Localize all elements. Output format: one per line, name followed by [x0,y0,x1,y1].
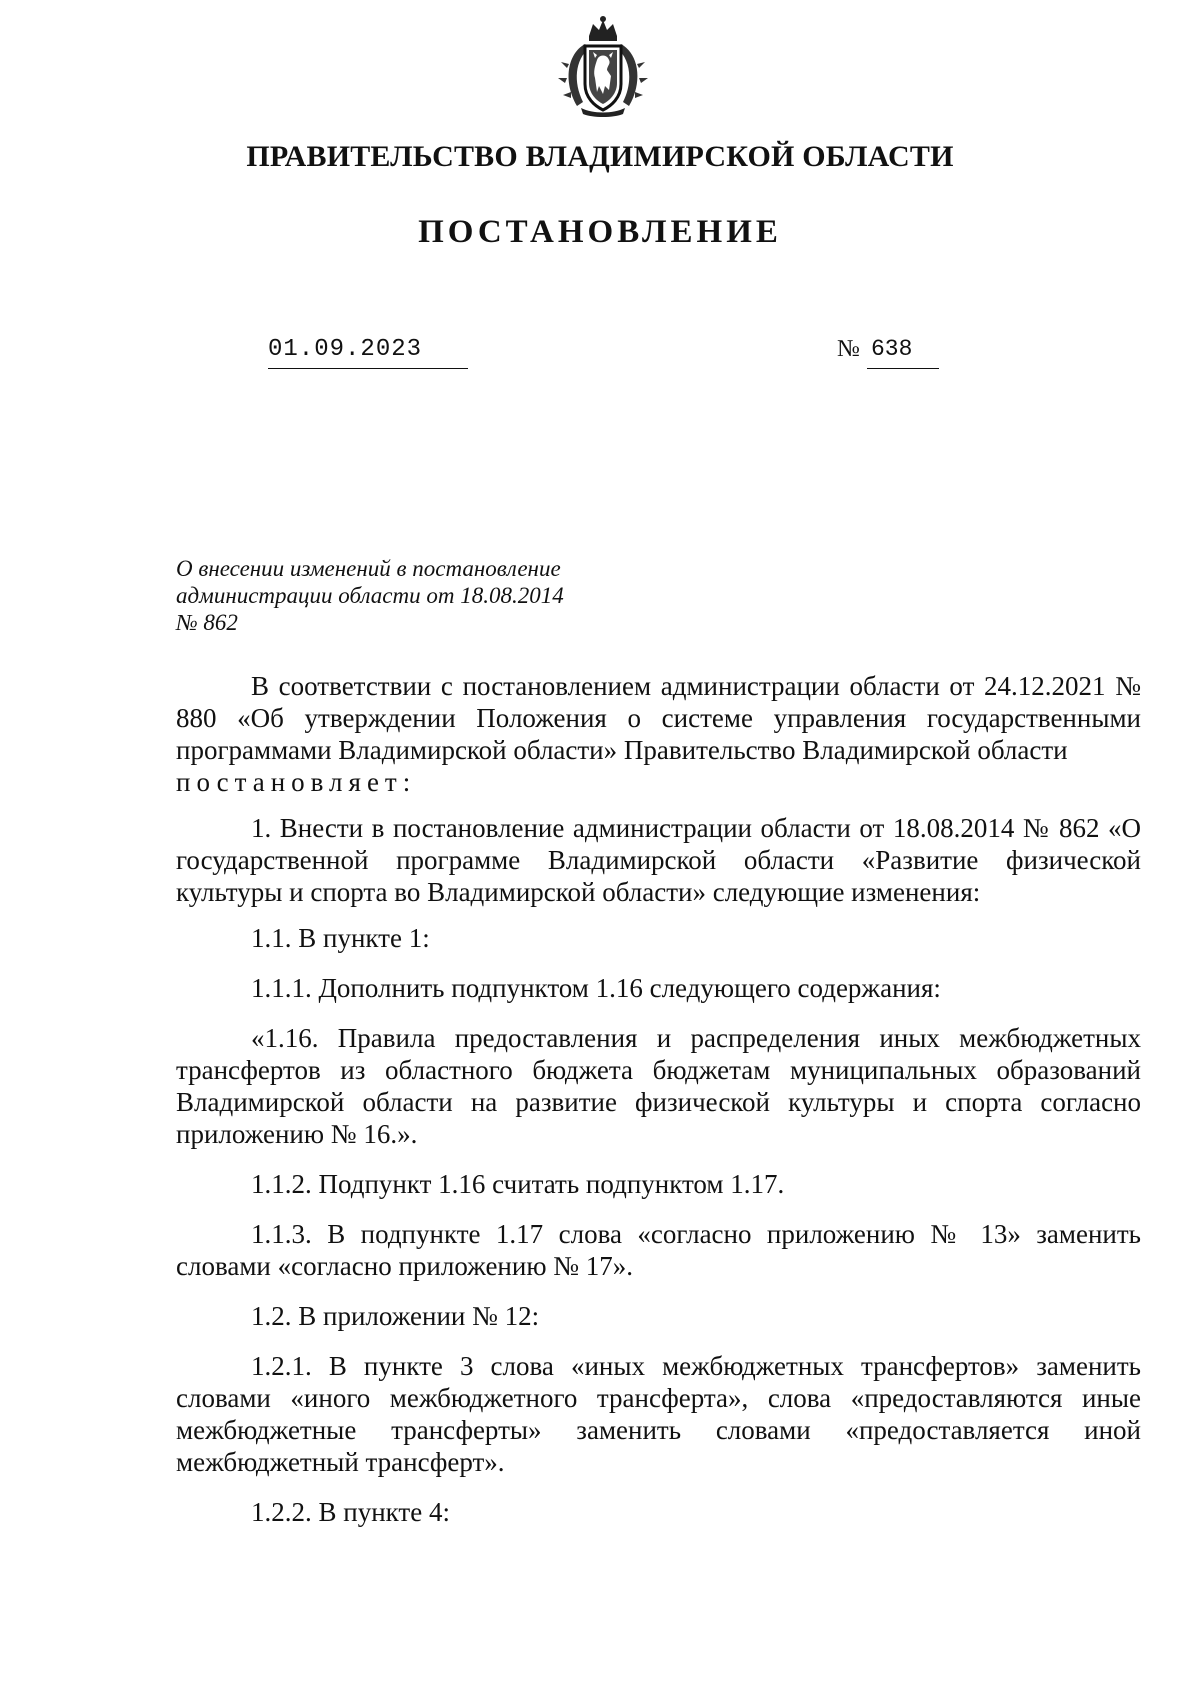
document-number: 638 [871,336,913,362]
document-body [176,670,1141,1528]
subject-line: № 862 [176,610,238,635]
number-sign: № [837,336,860,362]
subject-line: администрации области от 18.08.2014 [176,583,564,608]
document-date: 01.09.2023 [268,336,423,363]
document-type-title: ПОСТАНОВЛЕНИЕ [418,214,782,250]
paragraph-1-2-1: 1.2.1. В пункте 3 слова «иных межбюджетных трансфертов» заменить словами «иного межбюджетного трансферта», слова «предоставляются иные межбюджетные трансферты» заменить словами «предоставляется иной межбюджетный трансферт». [176,1351,1141,1477]
paragraph-1-1: 1.1. В пункте 1: [251,923,430,953]
paragraph-1-2: 1.2. В приложении № 12: [251,1301,540,1331]
organization-title: ПРАВИТЕЛЬСТВО ВЛАДИМИРСКОЙ ОБЛАСТИ [246,140,954,173]
coat-of-arms-icon [555,14,651,120]
quote-1-16: «1.16. Правила предоставления и распределения иных межбюджетных трансфертов из областного бюджета бюджетам муниципальных образований Владимирской области на развитие физической культуры и спорта согласно приложению № 16.». [176,1023,1141,1149]
intro-paragraph: В соответствии с постановлением администрации области от 24.12.2021 № 880 «Об утверждении Положения о системе управления государственными программами Владимирской области» Правительство Владимирской области [176,671,1141,765]
paragraph-1: 1. Внести в постановление администрации области от 18.08.2014 № 862 «О государственной программе Владимирской области «Развитие физической культуры и спорта во Владимирской области» следующие изменения: [176,813,1141,907]
document-subject [176,555,616,636]
paragraph-1-1-3: 1.1.3. В подпункте 1.17 слова «согласно приложению № 13» заменить словами «согласно приложению № 17». [176,1219,1141,1281]
paragraph-1-2-2: 1.2.2. В пункте 4: [251,1497,450,1527]
number-underline [867,368,939,369]
resolves-word: постановляет: [176,767,417,797]
paragraph-1-1-1: 1.1.1. Дополнить подпунктом 1.16 следующего содержания: [251,973,941,1003]
date-underline [268,368,468,369]
subject-line: О внесении изменений в постановление [176,556,561,581]
paragraph-1-1-2: 1.1.2. Подпункт 1.16 считать подпунктом 1.17. [251,1169,785,1199]
